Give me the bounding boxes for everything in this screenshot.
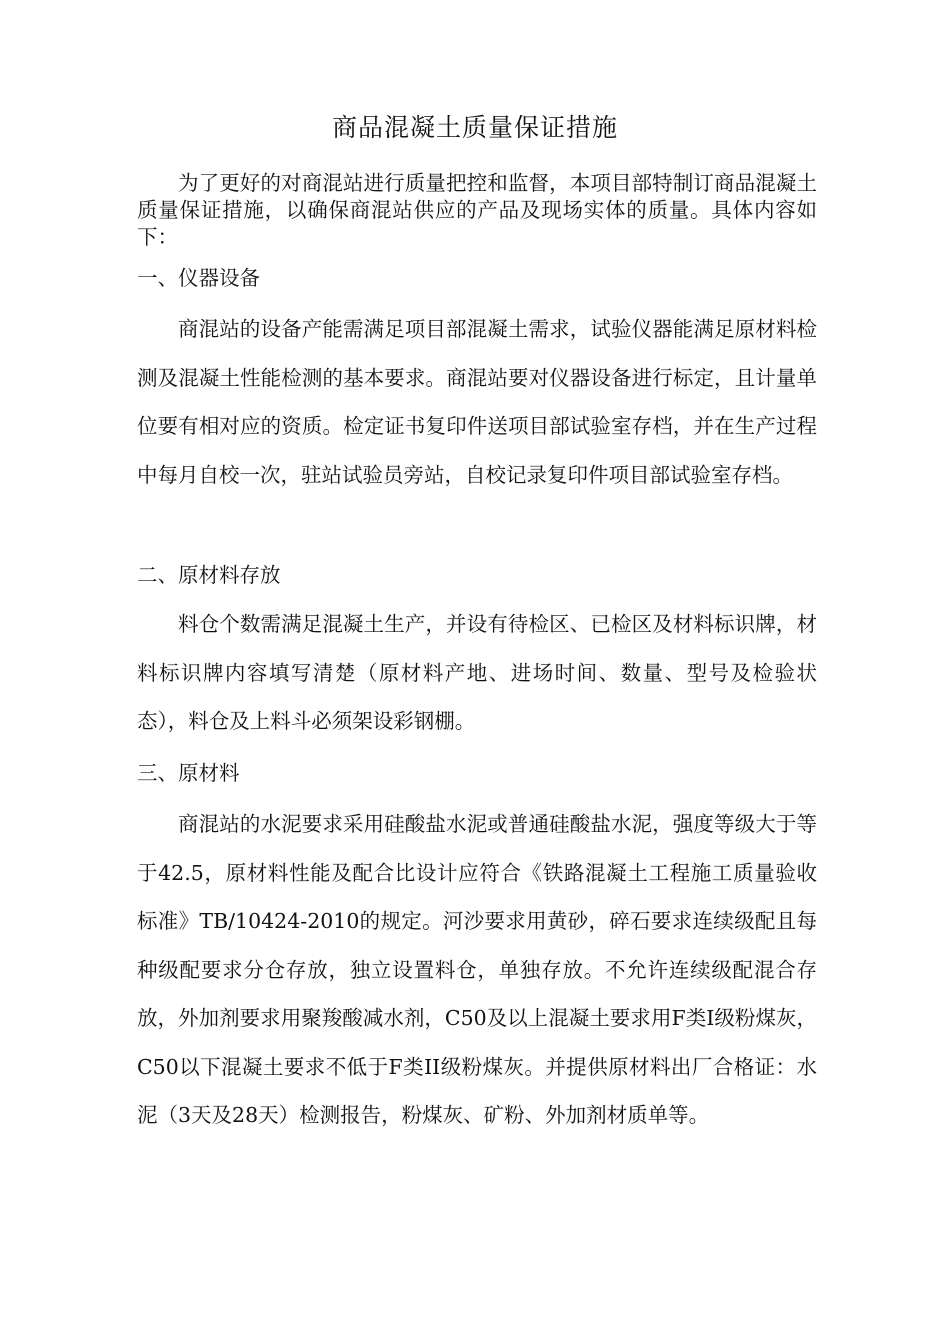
document-title: 商品混凝土质量保证措施 bbox=[331, 113, 618, 142]
section-body-equipment: 商混站的设备产能需满足项目部混凝土需求，试验仪器能满足原材料检测及混凝土性能检测的基本要求。商混站要对仪器设备进行标定，且计量单位要有相对应的资质。检定证书复印件送项目部试验室存档，并在生产过程中每月自校一次，驻站试验员旁站，自校记录复印件项目部试验室存档。 bbox=[137, 317, 817, 487]
section-heading-raw-materials: 三、原材料 bbox=[137, 761, 240, 785]
section-heading-material-storage: 二、原材料存放 bbox=[137, 563, 281, 587]
intro-paragraph: 为了更好的对商混站进行质量把控和监督，本项目部特制订商品混凝土质量保证措施，以确保商混站供应的产品及现场实体的质量。具体内容如下： bbox=[137, 171, 817, 249]
section-heading-equipment: 一、仪器设备 bbox=[137, 266, 260, 290]
section-body-raw-materials: 商混站的水泥要求采用硅酸盐水泥或普通硅酸盐水泥，强度等级大于等于42.5，原材料性能及配合比设计应符合《铁路混凝土工程施工质量验收标准》TB/10424-2010的规定。河沙要求用黄砂，碎石要求连续级配且每种级配要求分仓存放，独立设置料仓，单独存放。不允许连续级配混合存放，外加剂要求用聚羧酸减水剂，C50及以上混凝土要求用F类I级粉煤灰，C50以下混凝土要求不低于F类II级粉煤灰。并提供原材料出厂合格证：水泥（3天及28天）检测报告，粉煤灰、矿粉、外加剂材质单等。 bbox=[137, 812, 817, 1127]
section-body-material-storage: 料仓个数需满足混凝土生产，并设有待检区、已检区及材料标识牌，材料标识牌内容填写清楚（原材料产地、进场时间、数量、型号及检验状态），料仓及上料斗必须架设彩钢棚。 bbox=[137, 612, 817, 733]
